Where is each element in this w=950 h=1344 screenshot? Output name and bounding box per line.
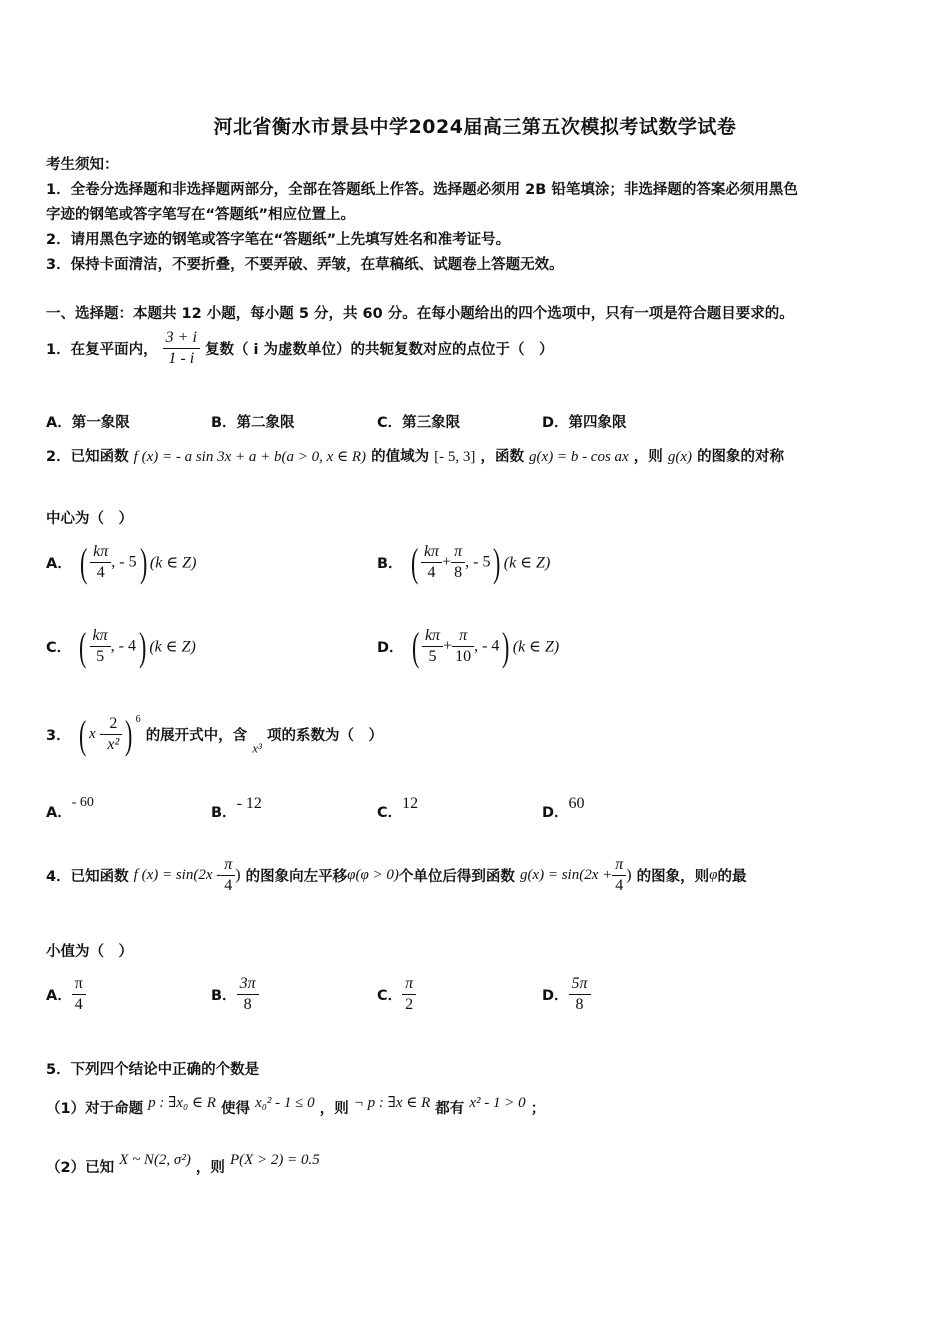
frac-den: 4 [427, 564, 436, 581]
q3-suffix: 项的系数为（ ） [266, 728, 383, 744]
q4-g-post: ) [626, 866, 632, 884]
frac-num: π [612, 855, 626, 876]
q4-mid2: 个单位后得到函数 [398, 869, 515, 885]
option-value: 12 [402, 795, 419, 812]
q2-mid1: 的值域为 [371, 449, 430, 465]
q4-option-a[interactable] [46, 974, 86, 1015]
q2-opt-a-tail: , - 5 [111, 553, 137, 571]
frac-den: 4 [96, 564, 105, 581]
notice-heading: 考生须知： [46, 157, 119, 173]
q1-option-a[interactable]: A．第一象限 [46, 415, 130, 431]
q1-option-d[interactable]: D．第四象限 [542, 415, 627, 431]
q2-opt-b-label: B． [377, 556, 403, 572]
left-paren: ( [79, 623, 87, 669]
frac-den: 8 [575, 996, 584, 1013]
q2-opt-d-frac1 [422, 626, 443, 667]
q2-opt-b-tail: , - 5 [465, 553, 491, 571]
q2-range: [- 5, 3] [434, 449, 476, 465]
question-4 [46, 855, 746, 896]
page-title: 河北省衡水市景县中学2024届高三第五次模拟考试数学试卷 [213, 116, 737, 138]
q4-prefix: 4．已知函数 [46, 869, 129, 885]
frac-den: 8 [243, 996, 252, 1013]
q4-f-post: ) [235, 866, 241, 884]
option-frac [237, 974, 259, 1015]
q3-term: x³ [252, 740, 262, 756]
frac-num: 2 [104, 714, 122, 735]
q4-f-frac [221, 855, 235, 896]
q2-option-c[interactable] [46, 623, 196, 669]
q2-opt-c-label: C． [46, 640, 72, 656]
option-value: 60 [568, 795, 585, 812]
q4-line2: 小值为（ ） [46, 944, 133, 960]
q2-line2: 中心为（ ） [46, 511, 133, 527]
frac-den: 10 [455, 648, 472, 665]
q5-s2-mid: ，则 [195, 1160, 225, 1176]
option-label: A． [46, 805, 72, 821]
left-paren: ( [79, 539, 88, 585]
frac-den: 5 [96, 648, 105, 665]
q4-option-b[interactable] [211, 974, 259, 1015]
q4-phi: φ(φ > 0) [347, 867, 399, 883]
left-paren: ( [411, 623, 419, 669]
q2-opt-b-frac1 [421, 542, 442, 583]
q1-frac-num: 3 + i [163, 328, 200, 349]
notice-item-2: 2．请用黑色字迹的钢笔或答字笔在“答题纸”上先填写姓名和准考证号。 [46, 232, 511, 248]
option-frac [402, 974, 416, 1015]
question-3 [46, 711, 383, 757]
frac-num: 3π [237, 974, 259, 995]
question-5: 5．下列四个结论中正确的个数是 [46, 1062, 260, 1078]
q5-s1-mid2: ，则 [319, 1101, 349, 1117]
frac-num: kπ [90, 626, 111, 647]
q2-prefix: 2．已知函数 [46, 449, 129, 465]
notice-item-1-cont: 字迹的钢笔或答字笔写在“答题纸”相应位置上。 [46, 207, 356, 223]
q1-option-c[interactable]: C．第三象限 [377, 415, 461, 431]
q1-frac-den: 1 - i [168, 350, 195, 367]
q5-statement-1 [46, 1093, 545, 1118]
right-paren: ) [493, 539, 501, 585]
frac-den: 4 [615, 877, 624, 894]
q2-option-d[interactable] [377, 623, 560, 669]
q2-opt-c-cond: (k ∈ Z) [149, 638, 196, 656]
q1-fraction [163, 328, 200, 369]
q1-prefix: 1．在复平面内， [46, 342, 158, 358]
option-frac [569, 974, 591, 1015]
option-label: B． [211, 805, 237, 821]
right-paren: ) [138, 623, 147, 669]
q5-s1-ineq: x₀² - 1 ≤ 0 [255, 1095, 315, 1111]
q5-s1-np: ¬ p : ∃x ∈ R [353, 1095, 431, 1111]
q5-s1-mid3: 都有 [435, 1101, 465, 1117]
q4-phi2: φ [709, 867, 718, 883]
q5-statement-2 [46, 1152, 320, 1177]
q2-gx: g(x) [667, 449, 692, 465]
frac-num: π [402, 974, 416, 995]
q2-opt-d-tail: , - 4 [474, 637, 500, 655]
frac-num: kπ [422, 626, 443, 647]
q4-option-d[interactable] [542, 974, 591, 1015]
plus-sign: + [443, 637, 453, 655]
q2-opt-b-frac2 [451, 542, 465, 583]
q2-option-b[interactable] [377, 539, 551, 585]
plus-sign: + [442, 553, 452, 571]
q3-option-c[interactable] [377, 795, 418, 822]
option-frac [72, 974, 86, 1015]
frac-num: 5π [569, 974, 591, 995]
frac-den: 4 [74, 996, 83, 1013]
q1-suffix: 复数（ i 为虚数单位）的共轭复数对应的点位于（ ） [204, 342, 554, 358]
q4-suffix: 的最 [717, 869, 747, 885]
left-paren: ( [78, 711, 86, 757]
notice-item-1: 1．全卷分选择题和非选择题两部分，全部在答题纸上作答。选择题必须用 2B 铅笔填涂；非选择题的答案必须用黑色 [46, 182, 798, 198]
right-paren: ) [502, 623, 510, 669]
q4-g-frac [612, 855, 626, 896]
q1-option-b[interactable]: B．第二象限 [211, 415, 295, 431]
option-value: - 12 [236, 795, 262, 812]
q4-mid1: 的图象向左平移 [245, 869, 348, 885]
q2-opt-d-label: D． [377, 640, 404, 656]
option-label: C． [377, 988, 403, 1004]
frac-num: π [451, 542, 465, 563]
q3-frac [104, 714, 122, 755]
q5-s1-mid: 使得 [221, 1101, 250, 1117]
right-paren: ) [139, 539, 147, 585]
left-paren: ( [410, 539, 418, 585]
q3-option-a[interactable] [46, 795, 94, 822]
q5-s1-end: ； [530, 1101, 546, 1117]
question-1 [46, 328, 554, 369]
q2-mid2: ，函数 [480, 449, 524, 465]
q4-mid3: 的图象，则 [636, 869, 710, 885]
option-label: D． [542, 805, 569, 821]
q2-option-a[interactable] [46, 539, 197, 585]
notice-item-3: 3．保持卡面清洁，不要折叠，不要弄破、弄皱，在草稿纸、试题卷上答题无效。 [46, 257, 564, 273]
q3-mid: 的展开式中，含 [145, 728, 248, 744]
q2-opt-d-cond: (k ∈ Z) [512, 638, 560, 656]
q4-option-c[interactable] [377, 974, 416, 1015]
frac-den: x² [107, 736, 120, 753]
frac-num: π [452, 626, 474, 647]
q2-opt-c-tail: , - 4 [110, 637, 136, 655]
option-label: C． [377, 805, 403, 821]
frac-den: 2 [405, 996, 414, 1013]
q5-s1-p: p : ∃x₀ ∈ R [148, 1095, 216, 1111]
option-value: - 60 [71, 795, 94, 810]
q4-g-pre: g(x) = sin(2x + [519, 867, 613, 883]
option-label: B． [211, 988, 237, 1004]
frac-den: 5 [428, 648, 437, 665]
right-paren: ) [125, 711, 133, 757]
frac-num: π [72, 974, 86, 995]
q2-opt-d-frac2 [452, 626, 474, 667]
q2-opt-a-cond: (k ∈ Z) [149, 554, 197, 572]
q2-mid3: ，则 [633, 449, 663, 465]
q2-opt-a-label: A． [46, 556, 72, 572]
q2-opt-a-frac [90, 542, 111, 583]
q2-gfunc: g(x) = b - cos ax [529, 449, 629, 465]
q3-expr-x: x - [88, 726, 105, 742]
q3-prefix: 3． [46, 728, 71, 744]
q3-option-d[interactable] [542, 795, 585, 822]
q2-suffix: 的图象的对称 [697, 449, 785, 465]
q3-option-b[interactable] [211, 795, 262, 822]
section-heading: 一、选择题：本题共 12 小题，每小题 5 分，共 60 分。在每小题给出的四个选项中，只有一项是符合题目要求的。 [46, 306, 794, 322]
frac-den: 4 [224, 877, 233, 894]
option-label: D． [542, 988, 569, 1004]
frac-num: π [221, 855, 235, 876]
option-label: A． [46, 988, 72, 1004]
frac-den: 8 [454, 564, 463, 581]
q5-s2-pre: （2）已知 [46, 1160, 115, 1176]
q2-function: f (x) = - a sin 3x + a + b(a > 0, x ∈ R) [133, 449, 367, 465]
q5-s2-dist: X ~ N(2, σ²) [119, 1152, 191, 1168]
q4-f-pre: f (x) = sin(2x - [133, 867, 222, 883]
q5-s2-prob: P(X > 2) = 0.5 [229, 1152, 320, 1168]
q2-opt-b-cond: (k ∈ Z) [503, 554, 551, 572]
q3-power: 6 [135, 714, 141, 725]
frac-num: kπ [90, 542, 111, 563]
q5-s1-pre: （1）对于命题 [46, 1101, 144, 1117]
q5-s1-ineq2: x² - 1 > 0 [469, 1095, 526, 1111]
question-2 [46, 445, 784, 466]
frac-num: kπ [421, 542, 442, 563]
q2-opt-c-frac [90, 626, 111, 667]
